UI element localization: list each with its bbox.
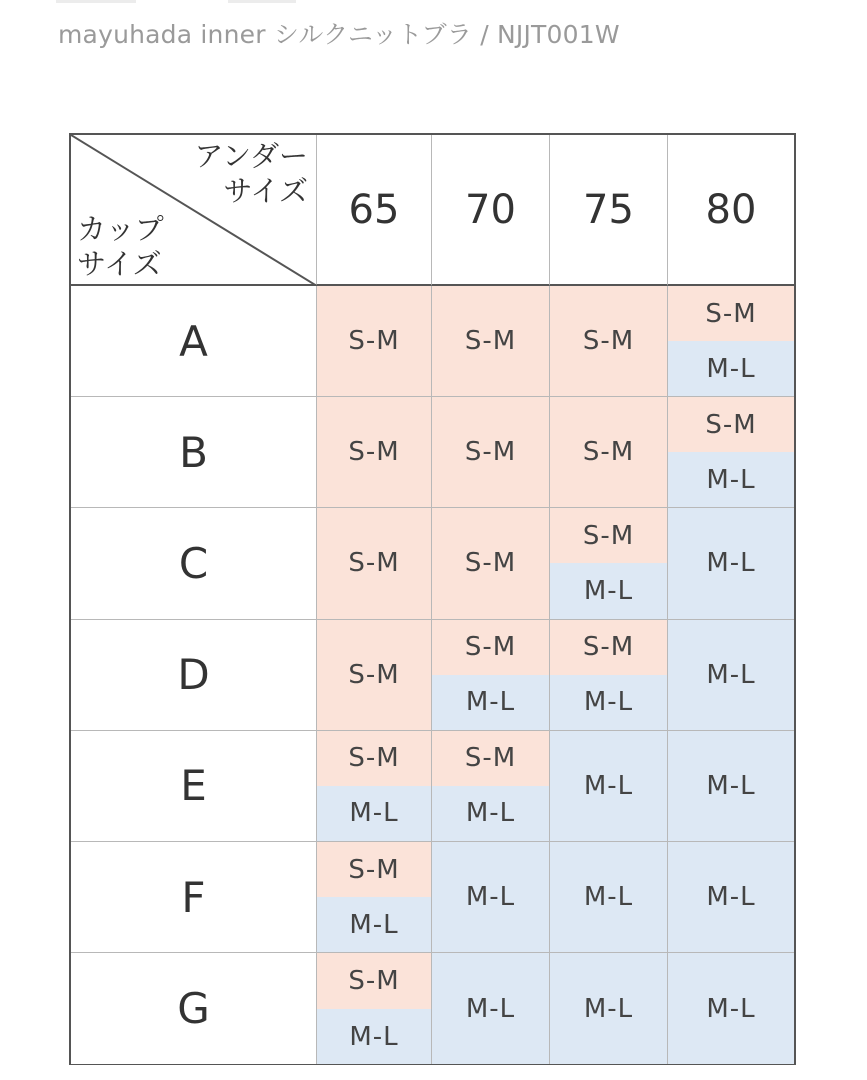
size-value: M-L (668, 953, 794, 1064)
size-cell-F-70 (432, 842, 550, 953)
size-cell-C-65 (317, 508, 432, 619)
size-value: M-L (550, 563, 667, 618)
size-value: S-M (550, 397, 667, 507)
size-value: M-L (317, 1009, 431, 1065)
top-tab-fragment (228, 0, 296, 3)
size-value: S-M (317, 953, 431, 1009)
size-value: M-L (317, 897, 431, 952)
cup-size-F: F (71, 842, 317, 953)
under-size-header: アンダー サイズ (194, 139, 308, 208)
size-cell-C-70 (432, 508, 550, 619)
size-cell-C-75 (550, 508, 668, 619)
size-value: S-M (550, 620, 667, 675)
size-value: M-L (668, 508, 794, 618)
size-value: S-M (550, 286, 667, 396)
size-cell-G-70 (432, 953, 550, 1064)
size-value: S-M (550, 508, 667, 563)
size-value: M-L (432, 953, 549, 1064)
size-value: S-M (432, 620, 549, 675)
cup-size-E: E (71, 731, 317, 842)
size-cell-G-80 (668, 953, 794, 1064)
size-value: M-L (550, 675, 667, 730)
size-cell-A-75 (550, 286, 668, 397)
product-subtitle: mayuhada inner シルクニットブラ / NJJT001W (58, 20, 620, 49)
size-cell-G-65 (317, 953, 432, 1064)
size-value: S-M (317, 842, 431, 897)
cup-size-G: G (71, 953, 317, 1064)
size-cell-E-80 (668, 731, 794, 842)
size-cell-A-70 (432, 286, 550, 397)
size-value: S-M (432, 397, 549, 507)
size-cell-B-65 (317, 397, 432, 508)
under-size-80: 80 (668, 135, 794, 286)
top-tab-fragment (56, 0, 136, 3)
size-cell-E-65 (317, 731, 432, 842)
size-value: S-M (432, 508, 549, 618)
size-value: S-M (317, 397, 431, 507)
size-cell-D-70 (432, 620, 550, 731)
size-cell-D-80 (668, 620, 794, 731)
size-value: M-L (550, 842, 667, 952)
cup-size-D: D (71, 620, 317, 731)
size-cell-B-70 (432, 397, 550, 508)
cup-size-B: B (71, 397, 317, 508)
size-value: M-L (668, 731, 794, 841)
cup-size-A: A (71, 286, 317, 397)
cup-size-header: カップ サイズ (77, 212, 164, 281)
size-cell-D-65 (317, 620, 432, 731)
size-cell-C-80 (668, 508, 794, 619)
cup-size-C: C (71, 508, 317, 619)
size-value: S-M (317, 620, 431, 730)
size-value: M-L (317, 786, 431, 841)
under-size-70: 70 (432, 135, 550, 286)
size-value: S-M (432, 286, 549, 396)
size-cell-F-75 (550, 842, 668, 953)
size-cell-B-75 (550, 397, 668, 508)
size-cell-D-75 (550, 620, 668, 731)
size-value: M-L (432, 786, 549, 841)
size-value: S-M (317, 508, 431, 618)
under-size-65: 65 (317, 135, 432, 286)
under-size-75: 75 (550, 135, 668, 286)
corner-header-cell (71, 135, 317, 286)
size-value: M-L (432, 842, 549, 952)
size-cell-G-75 (550, 953, 668, 1064)
size-cell-F-80 (668, 842, 794, 953)
size-value: S-M (432, 731, 549, 786)
size-value: M-L (668, 341, 794, 396)
size-cell-F-65 (317, 842, 432, 953)
size-value: S-M (317, 731, 431, 786)
size-cell-E-75 (550, 731, 668, 842)
size-value: M-L (550, 953, 667, 1064)
size-cell-E-70 (432, 731, 550, 842)
size-value: S-M (668, 397, 794, 452)
size-cell-A-65 (317, 286, 432, 397)
size-value: M-L (432, 675, 549, 730)
size-value: S-M (317, 286, 431, 396)
size-cell-A-80 (668, 286, 794, 397)
size-cell-B-80 (668, 397, 794, 508)
size-value: M-L (668, 620, 794, 730)
size-value: M-L (668, 452, 794, 507)
size-value: M-L (550, 731, 667, 841)
size-value: S-M (668, 286, 794, 341)
size-chart-table (69, 133, 796, 1065)
size-value: M-L (668, 842, 794, 952)
